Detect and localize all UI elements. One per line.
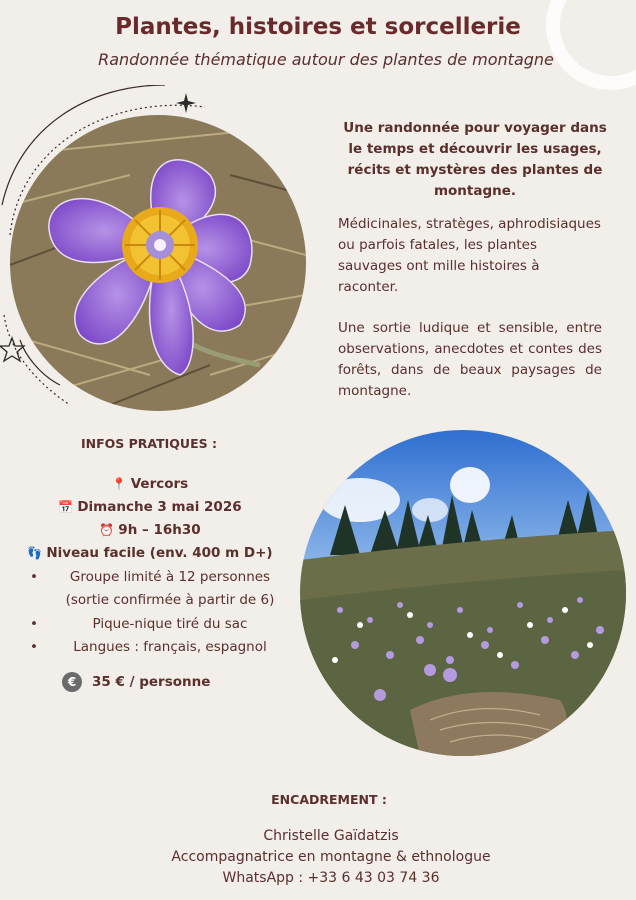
list-item-continuation: (sortie confirmée à partir de 6) — [65, 592, 275, 608]
guide-role: Accompagnatrice en montagne & ethnologue — [171, 849, 491, 865]
intro-paragraph-2: Une sortie ludique et sensible, entre observations, anecdotes et contes des forêts, dans de beaux paysages de montagne. — [338, 320, 602, 399]
list-item: • Langues : français, espagnol — [30, 639, 267, 655]
intro-paragraph-1: Médicinales, stratèges, aphrodisiaques ou parfois fatales, les plantes sauvages ont mille histoires à raconter. — [338, 216, 601, 295]
info-level: 👣 Niveau facile (env. 400 m D+) — [27, 545, 273, 561]
guide-name: Christelle Gaïdatzis — [263, 828, 399, 844]
whatsapp-contact: WhatsApp : +33 6 43 03 74 36 — [222, 870, 440, 886]
page-title: Plantes, histoires et sorcellerie — [115, 14, 521, 40]
crocus-meadow-photo — [300, 430, 626, 756]
list-item: • Groupe limité à 12 personnes — [30, 569, 271, 585]
pasque-flower-photo — [10, 115, 306, 411]
encadrement-title: ENCADREMENT : — [271, 792, 387, 807]
intro-lead: Une randonnée pour voyager dans le temps et découvrir les usages, récits et mystères des plantes de montagne. — [343, 120, 607, 199]
list-item: • Pique-nique tiré du sac — [30, 616, 248, 632]
info-date: 📅 Dimanche 3 mai 2026 — [58, 499, 242, 515]
info-time: ⏰ 9h – 16h30 — [99, 522, 201, 538]
infos-title: INFOS PRATIQUES : — [81, 436, 217, 451]
euro-icon: € — [62, 672, 82, 692]
info-location: 📍 Vercors — [111, 476, 189, 492]
sparkle-icon — [176, 93, 196, 113]
footprints-icon: 👣 — [27, 546, 43, 560]
calendar-icon: 📅 — [58, 500, 74, 514]
page-subtitle: Randonnée thématique autour des plantes de montagne — [98, 50, 554, 69]
price: € 35 € / personne — [62, 672, 210, 692]
clock-icon: ⏰ — [99, 523, 115, 537]
pin-icon: 📍 — [111, 477, 127, 491]
